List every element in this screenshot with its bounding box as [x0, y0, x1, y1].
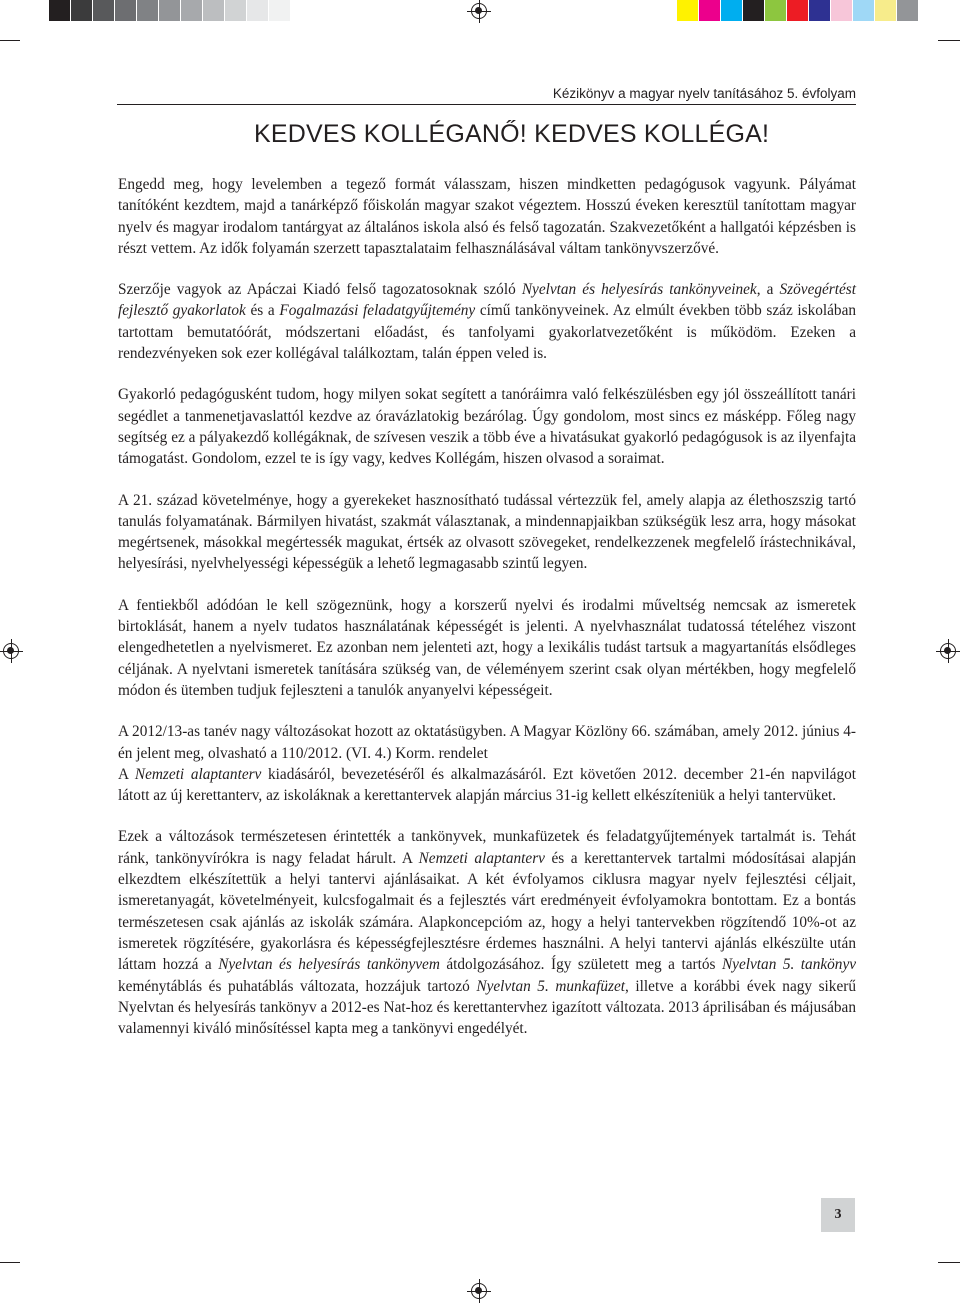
color-swatch — [93, 0, 115, 21]
paragraph-language-literacy: A fentiekből adódóan le kell szögeznünk, hogy a korszerű nyelvi és irodalmi műveltség nemcsak az ismeretek birtoklását, hanem a nyelv tudatos használatának képességét is jelenti. A nyelvhasználat tudatossá tételéhez viszont elengedhetetlen a nyelvismeret. Ez azonban nem jelenteti azt, hogy a lexikális tudást tartsuk a magyartanítás elsődleges céljának. A nyelvtani ismeretek tanítására szükség van, de véleményem szerint csak olyan mértékben, hogy megfelelő módon és ütemben tudjuk fejleszteni a tanulók anyanyelvi képességeit. — [118, 596, 856, 699]
book-title: Fogalmazási feladatgyűjtemény — [279, 302, 476, 320]
color-swatch — [159, 0, 181, 21]
letter-body — [118, 174, 856, 1059]
registration-mark-icon — [3, 643, 19, 659]
text-run: átdolgozásához. Így született meg a tartós — [439, 956, 722, 974]
book-title: Nyelvtan 5. tankönyv — [721, 956, 857, 974]
grayscale-color-bar — [49, 0, 291, 21]
color-swatch — [897, 0, 919, 21]
process-color-bar — [677, 0, 919, 21]
color-swatch — [49, 0, 71, 21]
text-run: kiadásáról, bevezetéséről és alkalmazásáról. Ezt követően 2012. december 21-én napvilágot látott az új kerettanterv, az iskoláknak a kerettantervek alapján március 31-ig kellett elkészíteniük a helyi tantervüket. — [118, 765, 856, 805]
color-swatch — [875, 0, 897, 21]
color-swatch — [853, 0, 875, 21]
text-run: keménytáblás és puhatáblás változata, hozzájuk tartozó — [118, 977, 477, 995]
color-swatch — [743, 0, 765, 21]
registration-mark-icon — [940, 643, 956, 659]
color-swatch — [269, 0, 291, 21]
crop-mark — [0, 1262, 20, 1263]
color-swatch — [203, 0, 225, 21]
text-run: című tankönyveinek. Az elmúlt években több száz iskolában tartottam bemutatóórát, módszertani előadást, és tanfolyami gyakorlatvezetőként is működöm. Ezeken a rendezvényeken sok ezer kollégával találkoztam, talán éppen veled is. — [118, 302, 857, 363]
text-run: , illetve a korábbi évek nagy sikerű Nyelvtan és helyesírás tankönyv a 2012-es Nat-hoz és kerettantervhez igazított változata. 2013 áprilisában és májusában valamennyi kiváló minősítéssel kapta meg a tankönyvi engedélyét. — [118, 977, 856, 1038]
registration-mark-icon — [471, 1283, 487, 1299]
text-run: és a — [245, 302, 280, 320]
color-swatch — [247, 0, 269, 21]
text-run: és a kerettantervek tartalmi módosításai alapján elkezdtem elkészítettük a helyi tantervi ajánlásaikat. A két évfolyamos ciklusra magyar nyelv fejlesztési céljait, ismeretanyagát, követelményeit, kulcsfogalmait és a fejlesztés várt eredményeit évfolyamokra bontottam. Ez a bontás természetesen csak ajánlás az iskolák számára. Alapkoncepcióm az, hogy a helyi tantervekben rögzítendő 10%-ot az ismeretek rögzítésére, gyakorlásra és képességfejlesztésre érdemes használni. A helyi tantervi ajánlás elkészülte után láttam hozzá a — [118, 849, 856, 974]
color-swatch — [809, 0, 831, 21]
color-swatch — [831, 0, 853, 21]
document-title: Nemzeti alaptanterv — [134, 765, 262, 783]
color-swatch — [225, 0, 247, 21]
text-run: , a — [756, 281, 780, 299]
color-swatch — [71, 0, 93, 21]
crop-mark — [938, 1262, 960, 1263]
paragraph-intro: Engedd meg, hogy levelemben a tegező formát válasszam, hiszen mindketten pedagógusok vagyunk. Pályámat tanítóként kezdtem, majd a tanárképző főiskolán magyar szakot végeztem. Hosszú éveken keresztül tanítottam magyar nyelv és magyar irodalom tantárgyat az általános iskola alsó és felső tagozatán. Szakvezetőként a hallgatói képzésben is részt vettem. Az idők folyamán szerzett tapasztalataim felhasználásával váltam tankönyvszerzővé. — [118, 176, 856, 257]
paragraph-author-works — [118, 279, 856, 364]
crop-mark — [0, 40, 20, 41]
text-run: A — [118, 765, 135, 783]
document-title: Nemzeti alaptanterv — [418, 849, 545, 867]
color-swatch — [765, 0, 787, 21]
text-run: Szerzője vagyok az Apáczai Kiadó felső tagozatosoknak szóló — [118, 281, 522, 299]
running-head: Kézikönyv a magyar nyelv tanításához 5. évfolyam — [552, 86, 856, 101]
paragraph-teacher-guide: Gyakorló pedagógusként tudom, hogy milyen sokat segített a tanóráimra való felkészülésben egy jól összeállított tanári segédlet a tanmenetjavaslattól kezdve az óravázlatokig bezárólag. Úgy gondolom, most sincs ez másképp. Főleg nagy segítség ez a pályakezdő kollégáknak, de szívesen veszik a több éve a hivatásukat gyakorló pedagógusok is az ilyenfajta támogatást. Gondolom, ezzel te is így vagy, kedves Kollégám, hiszen olvasod a soraimat. — [118, 386, 856, 468]
color-swatch — [699, 0, 721, 21]
book-title: Nyelvtan és helyesírás tankönyveinek — [521, 281, 757, 299]
color-swatch — [137, 0, 159, 21]
registration-mark-icon — [471, 3, 487, 19]
book-title: Szövegértést fejlesztő gyakorlatok — [118, 281, 856, 320]
paragraph-textbook-revision — [118, 826, 856, 1039]
color-swatch — [115, 0, 137, 21]
text-run: A 2012/13-as tanév nagy változásokat hozott az oktatásügyben. A Magyar Közlöny 66. számában, amely 2012. június 4-én jelent meg, olvasható a 110/2012. (VI. 4.) Korm. rendelet — [118, 723, 856, 762]
paragraph-curriculum-change — [118, 721, 856, 806]
paragraph-21st-century: A 21. század követelménye, hogy a gyerekeket hasznosítható tudással vértezzük fel, amely alapja az élethoszszig tartó tanulás folyamatának. Bármilyen hivatást, szakmát választanak, a mindennapjaikban szükségük lesz arra, hogy másokat megértsenek, másokkal megértessék magukat, értsék az olvasott szövegeket, rendelkezzenek megfelelő írástechnikával, helyesírási, nyelvhelyességi képességük a lehető legmagasabb szintű legyen. — [118, 491, 856, 573]
color-swatch — [677, 0, 699, 21]
color-swatch — [181, 0, 203, 21]
text-run: Ezek a változások természetesen érintették a tankönyvek, munkafüzetek és feladatgyűjtemények tartalmát is. Tehát ránk, tankönyvírókra is nagy feladat hárult. A — [118, 828, 856, 867]
book-title: Nyelvtan 5. munkafüzet — [476, 977, 626, 995]
color-swatch — [787, 0, 809, 21]
book-title: Nyelvtan és helyesírás tankönyvem — [218, 956, 440, 974]
header-rule — [117, 104, 856, 105]
crop-mark — [938, 40, 960, 41]
color-swatch — [721, 0, 743, 21]
page-title: KEDVES KOLLÉGANŐ! KEDVES KOLLÉGA! — [254, 120, 770, 148]
page-number: 3 — [821, 1198, 855, 1232]
